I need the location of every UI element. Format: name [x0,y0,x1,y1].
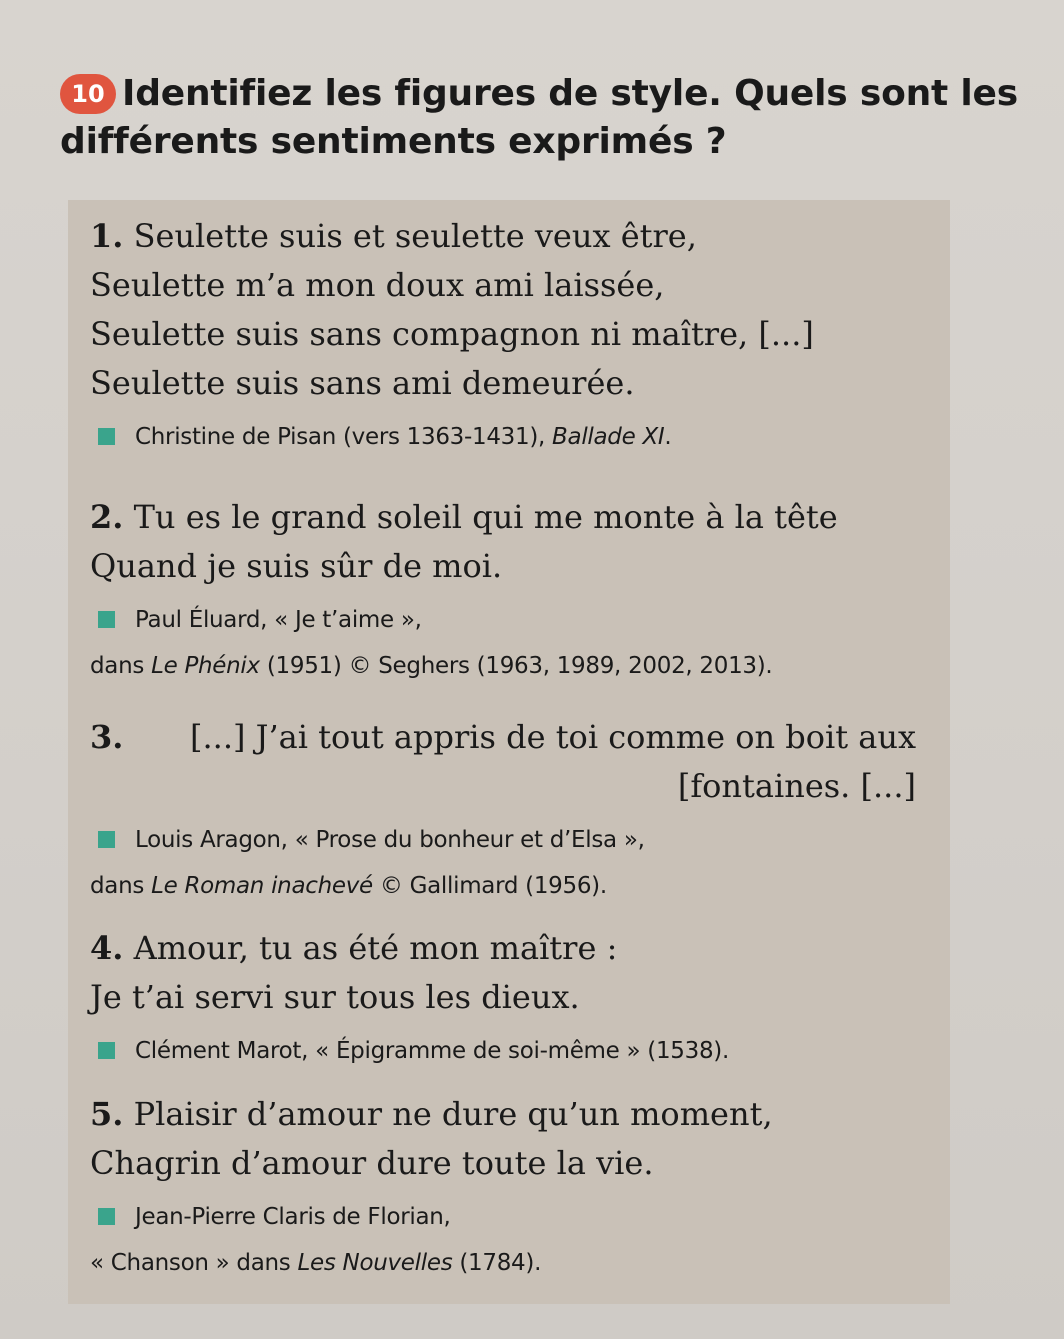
exercise-question: Identifiez les figures de style. Quels sont les différents sentiments exprimés ? [60,73,1018,162]
source-citation: Christine de Pisan (vers 1363-1431), Ballade XI. [90,414,930,460]
excerpt-2 [90,493,930,689]
verse-line: 5. Plaisir d’amour ne dure qu’un moment, [90,1095,773,1133]
verse-line: 2. Tu es le grand soleil qui me monte à la tête [90,498,838,536]
verse-line: 4. Amour, tu as été mon maître : [90,929,618,967]
excerpt-number: 3. [90,718,124,756]
source-citation: Louis Aragon, « Prose du bonheur et d’Elsa », [90,817,930,863]
excerpt-1 [90,212,930,460]
excerpt-4 [90,924,930,1074]
verse-line: Quand je suis sûr de moi. [90,547,503,585]
excerpt-number: 2. [90,498,124,536]
excerpt-number: 1. [90,217,124,255]
square-bullet-icon [98,611,115,628]
verse-line: Je t’ai servi sur tous les dieux. [90,978,580,1016]
excerpt-number: 5. [90,1095,124,1133]
square-bullet-icon [98,831,115,848]
square-bullet-icon [98,1208,115,1225]
verse-line: Chagrin d’amour dure toute la vie. [90,1144,654,1182]
source-citation: Paul Éluard, « Je t’aime », [90,597,930,643]
excerpt-5 [90,1090,930,1286]
square-bullet-icon [98,1042,115,1059]
verse-line: Seulette suis sans compagnon ni maître, [...] [90,315,814,353]
excerpt-3 [90,713,930,909]
square-bullet-icon [98,428,115,445]
verse-line: 3. [...] J’ai tout appris de toi comme on boit aux [90,713,916,762]
verse-line: Seulette suis sans ami demeurée. [90,364,635,402]
source-citation: Jean-Pierre Claris de Florian, [90,1194,930,1240]
verse-line: Seulette m’a mon doux ami laissée, [90,266,665,304]
verse-line: 1. Seulette suis et seulette veux être, [90,217,697,255]
source-citation-detail: « Chanson » dans Les Nouvelles (1784). [90,1250,542,1276]
exercise-header [60,70,1020,166]
exercise-number-badge: 10 [60,74,116,114]
excerpt-number: 4. [90,929,124,967]
source-citation: Clément Marot, « Épigramme de soi-même » (1538). [90,1028,930,1074]
verse-line: [fontaines. [...] [677,767,916,805]
source-citation-detail: dans Le Phénix (1951) © Seghers (1963, 1989, 2002, 2013). [90,653,773,679]
source-citation-detail: dans Le Roman inachevé © Gallimard (1956). [90,873,607,899]
